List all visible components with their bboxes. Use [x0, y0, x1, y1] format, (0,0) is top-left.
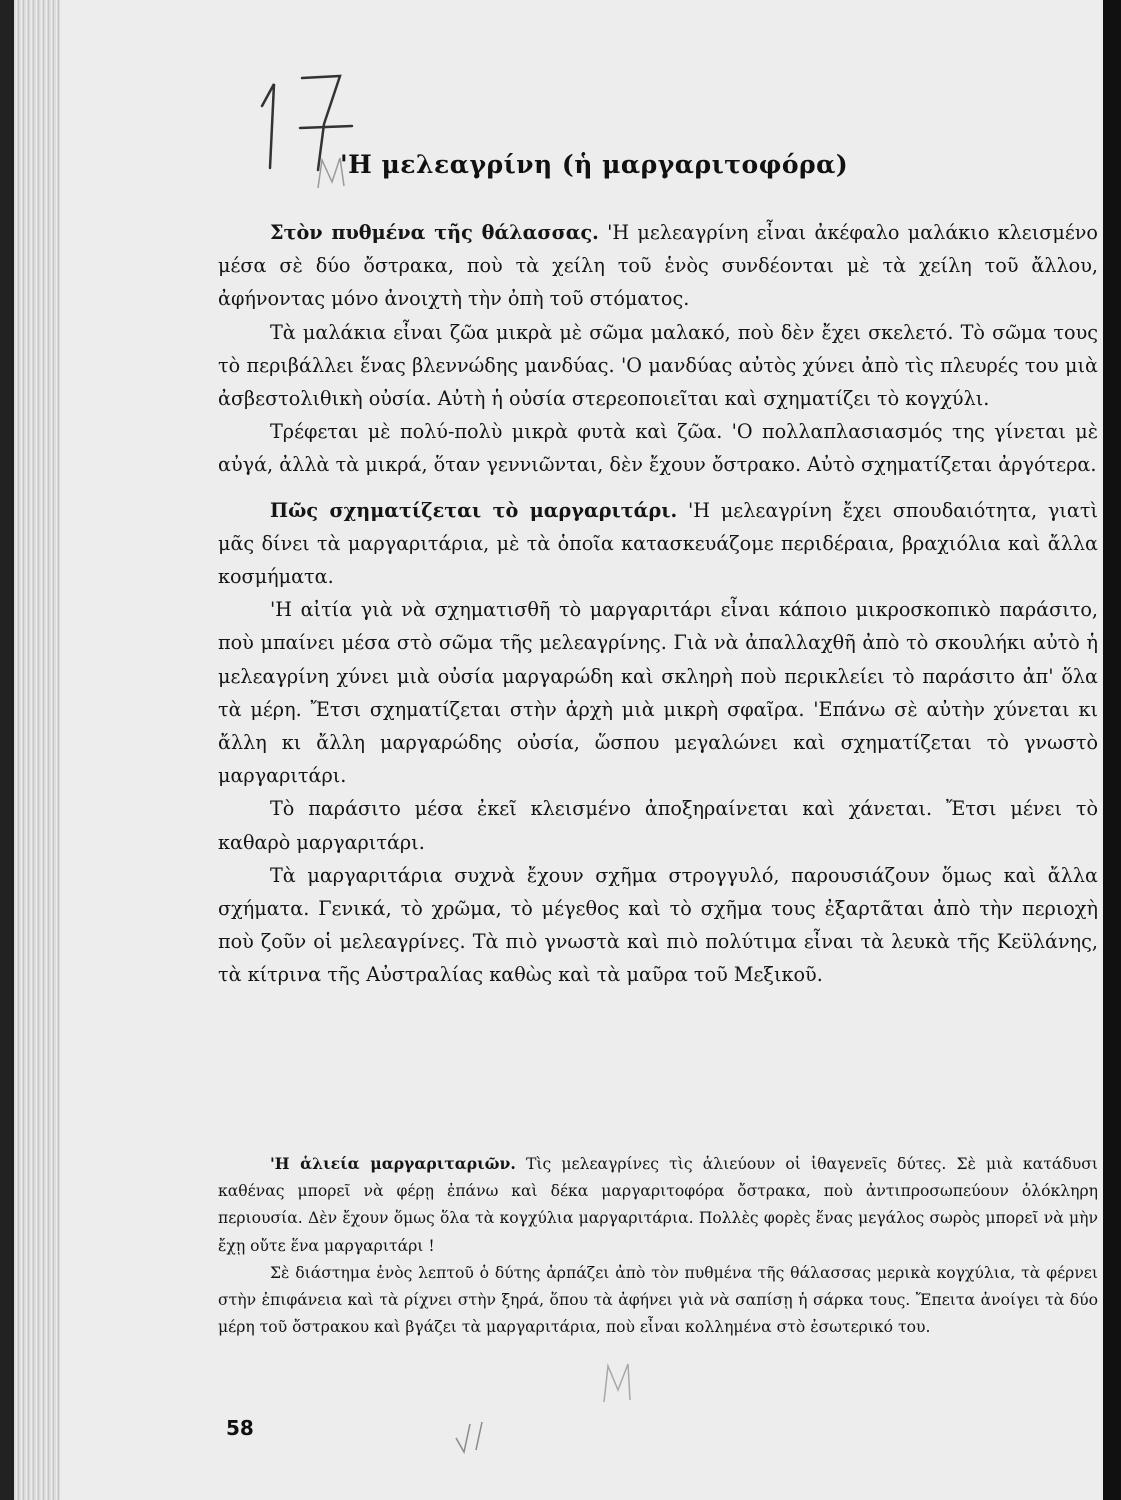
binding-shadow	[0, 0, 14, 1500]
paragraph-text: Τὶς μελεαγρίνες τὶς ἁλιεύουν οἱ ἰθαγενεῖς δύτες. Σὲ μιὰ κατάδυσι καθένας μπορεῖ νὰ φέρῃ ἐπάνω καὶ δέκα μαργαριτοφόρα ὄστρακα, ποὺ ἀντιπροσωπεύουν ὁλόκληρη περιουσία. Δὲν ἔχουν ὅμως ὅλα τὰ κογχύλια μαργαριτάρια. Πολλὲς φορὲς ἕνας μεγάλος σωρὸς μπορεῖ νὰ μὴν ἔχῃ οὔτε ἕνα μαργαριτάρι !	[218, 1155, 1098, 1255]
section-heading: 'Η ἁλιεία μαργαριταριῶν.	[270, 1154, 516, 1173]
paragraph: Τὸ παράσιτο μέσα ἐκεῖ κλεισμένο ἀποξηραίνεται καὶ χάνεται. Ἔτσι μένει τὸ καθαρὸ μαργαριτάρι.	[218, 797, 1098, 854]
pencil-scribble-mark	[452, 1416, 496, 1456]
paragraph: 'Η αἰτία γιὰ νὰ σχηματισθῆ τὸ μαργαριτάρι εἶναι κάποιο μικροσκοπικὸ παράσιτο, ποὺ μπαίνει μέσα στὸ σῶμα τῆς μελεαγρίνης. Γιὰ νὰ ἀπαλλαχθῆ ἀπὸ τὸ σκουλήκι αὐτὸ ἡ μελεαγρίνη χύνει μιὰ οὐσία μαργαρώδη καὶ σκληρὴ ποὺ περικλείει τὸ παράσιτο ἀπ' ὅλα τὰ μέρη. Ἔτσι σχηματίζεται στὴν ἀρχὴ μιὰ μικρὴ σφαῖρα. 'Επάνω σὲ αὐτὴν χύνεται κι ἄλλη κι ἄλλη μαργαρώδης οὐσία, ὥσπου μεγαλώνει καὶ σχηματίζεται τὸ γνωστὸ μαργαριτάρι.	[218, 598, 1098, 788]
main-body-text	[218, 216, 1098, 992]
small-print-section	[218, 1150, 1098, 1341]
paragraph-text: 'Η μελεαγρίνη ἔχει σπουδαιότητα, γιατὶ μᾶς δίνει τὰ μαργαριτάρια, μὲ τὰ ὁποῖα κατασκευάζομε περιδέραια, βραχιόλια καὶ ἄλλα κοσμήματα.	[218, 498, 1098, 589]
section-heading: Πῶς σχηματίζεται τὸ μαργαριτάρι.	[270, 498, 678, 522]
paragraph: Τὰ μαργαριτάρια συχνὰ ἔχουν σχῆμα στρογγυλό, παρουσιάζουν ὅμως καὶ ἄλλα σχήματα. Γενικά, τὸ χρῶμα, τὸ μέγεθος καὶ τὸ σχῆμα τους ἐξαρτᾶται ἀπὸ τὴν περιοχὴ ποὺ ζοῦν οἱ μελεαγρίνες. Τὰ πιὸ γνωστὰ καὶ πιὸ πολύτιμα εἶναι τὰ λευκὰ τῆς Κεϋλάνης, τὰ κίτρινα τῆς Αὐστραλίας καθὼς καὶ τὰ μαῦρα τοῦ Μεξικοῦ.	[218, 863, 1098, 987]
paragraph: Τρέφεται μὲ πολύ-πολὺ μικρὰ φυτὰ καὶ ζῶα. 'Ο πολλαπλασιασμός της γίνεται μὲ αὐγά, ἀλλὰ τὰ μικρά, ὅταν γεννιῶνται, δὲν ἔχουν ὄστρακο. Αὐτὸ σχηματίζεται ἀργότερα.	[218, 420, 1098, 477]
scan-edge	[1103, 0, 1121, 1500]
section-heading: Στὸν πυθμένα τῆς θάλασσας.	[270, 221, 599, 244]
page-title: 'Η μελεαγρίνη (ἡ μαργαριτοφόρα)	[340, 150, 849, 179]
paragraph	[218, 216, 1098, 316]
paragraph	[218, 1150, 1098, 1260]
pencil-scribble-mark	[598, 1356, 638, 1406]
paragraph-text: 'Η μελεαγρίνη εἶναι ἀκέφαλο μαλάκιο κλεισμένο μέσα σὲ δύο ὄστρακα, ποὺ τὰ χείλη τοῦ ἑνὸς συνδέονται μὲ τὰ χείλη τοῦ ἄλλου, ἀφήνοντας μόνο ἀνοιχτὴ τὴν ὀπὴ τοῦ στόματος.	[218, 221, 1098, 311]
paragraph: Τὰ μαλάκια εἶναι ζῶα μικρὰ μὲ σῶμα μαλακό, ποὺ δὲν ἔχει σκελετό. Τὸ σῶμα τους τὸ περιβάλλει ἕνας βλεννώδης μανδύας. 'Ο μανδύας αὐτὸς χύνει ἀπὸ τὶς πλευρές του μιὰ ἀσβεστολιθικὴ οὐσία. Αὐτὴ ἡ οὐσία στερεοποιεῖται καὶ σχηματίζει τὸ κογχύλι.	[218, 320, 1098, 411]
printed-page-number: 58	[226, 1416, 254, 1440]
paragraph: Σὲ διάστημα ἑνὸς λεπτοῦ ὁ δύτης ἁρπάζει ἀπὸ τὸν πυθμένα τῆς θάλασσας μερικὰ κογχύλια, τὰ φέρνει στὴν ἐπιφάνεια καὶ τὰ ρίχνει στὴν ξηρά, ὅπου τὰ ἀφήνει γιὰ νὰ σαπίσῃ ἡ σάρκα τους. Ἔπειτα ἀνοίγει τὰ δύο μέρη τοῦ ὄστρακου καὶ βγάζει τὰ μαργαριτάρια, ποὺ εἶναι κολλημένα στὸ ἐσωτερικό του.	[218, 1263, 1098, 1337]
paragraph	[218, 494, 1098, 594]
